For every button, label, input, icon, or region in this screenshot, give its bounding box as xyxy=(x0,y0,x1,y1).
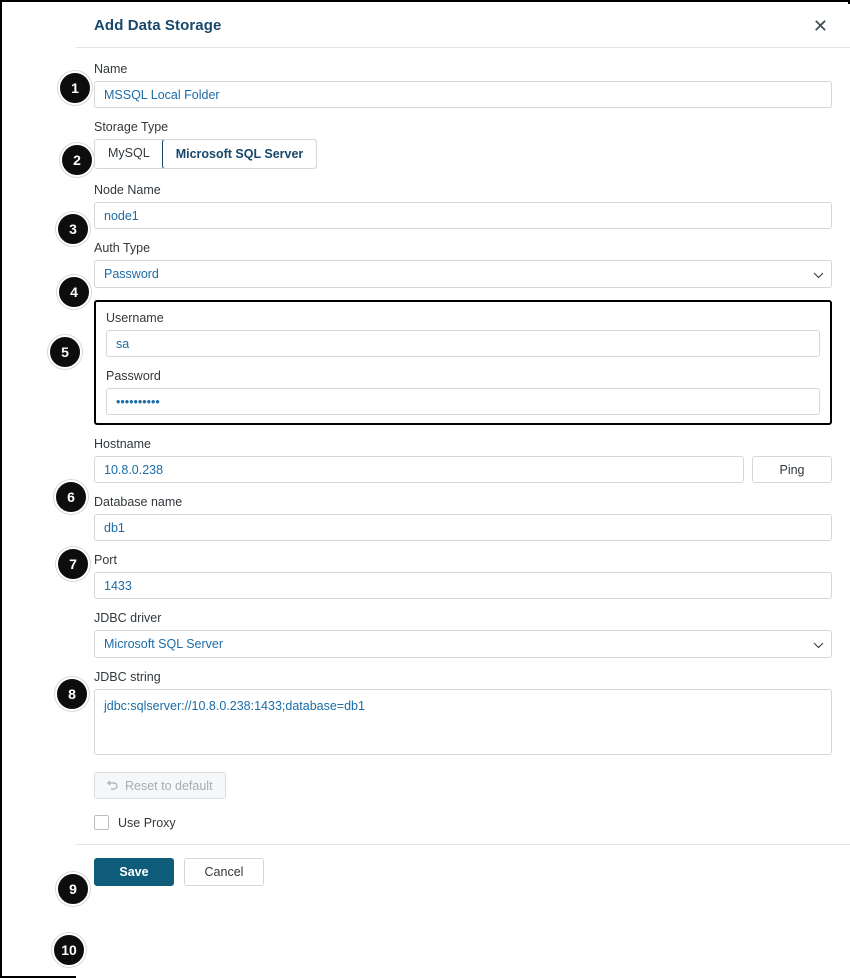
port-input[interactable] xyxy=(94,572,832,599)
chevron-down-icon xyxy=(813,640,822,649)
jdbc-string-textarea[interactable] xyxy=(94,689,832,755)
jdbc-driver-select[interactable] xyxy=(94,630,832,658)
auth-type-select[interactable] xyxy=(94,260,832,288)
node-name-label: Node Name xyxy=(94,183,161,197)
node-name-field-group xyxy=(94,183,832,229)
jdbc-driver-field-group xyxy=(94,611,832,658)
callout-badge-7: 7 xyxy=(56,547,90,581)
jdbc-string-label: JDBC string xyxy=(94,670,161,684)
jdbc-driver-value: Microsoft SQL Server xyxy=(104,637,224,651)
jdbc-string-field-group xyxy=(94,670,832,760)
database-name-field-group xyxy=(94,495,832,541)
reset-to-default-button[interactable] xyxy=(94,772,226,799)
storage-type-field-group xyxy=(94,120,832,169)
callout-badge-4: 4 xyxy=(57,275,91,309)
save-button[interactable]: Save xyxy=(94,858,174,886)
database-name-input[interactable] xyxy=(94,514,832,541)
use-proxy-label: Use Proxy xyxy=(118,815,176,830)
callout-badge-8: 8 xyxy=(55,677,89,711)
dialog-form xyxy=(76,48,850,830)
auth-type-value: Password xyxy=(104,267,159,281)
callout-badge-10: 10 xyxy=(52,933,86,967)
name-input[interactable] xyxy=(94,81,832,108)
password-label: Password xyxy=(106,369,161,383)
name-field-group xyxy=(94,62,832,108)
use-proxy-checkbox[interactable] xyxy=(94,815,109,830)
storage-type-option-mysql[interactable]: MySQL xyxy=(95,140,163,168)
port-label: Port xyxy=(94,553,117,567)
password-input[interactable] xyxy=(106,388,820,415)
undo-icon xyxy=(107,778,119,793)
callout-badge-6: 6 xyxy=(54,480,88,514)
password-field-group xyxy=(106,369,820,415)
dialog-header xyxy=(76,4,850,48)
storage-type-option-mssql[interactable]: Microsoft SQL Server xyxy=(162,139,318,169)
hostname-row xyxy=(94,456,832,483)
cancel-button[interactable]: Cancel xyxy=(184,858,264,886)
node-name-input[interactable] xyxy=(94,202,832,229)
hostname-field-group xyxy=(94,437,832,483)
callout-badge-2: 2 xyxy=(60,143,94,177)
callout-badge-3: 3 xyxy=(56,212,90,246)
database-name-label: Database name xyxy=(94,495,183,509)
port-field-group xyxy=(94,553,832,599)
username-label: Username xyxy=(106,311,164,325)
close-icon[interactable]: ✕ xyxy=(812,15,828,36)
storage-type-toggle[interactable] xyxy=(94,139,317,169)
add-data-storage-dialog xyxy=(76,4,850,978)
use-proxy-row xyxy=(94,815,832,830)
username-field-group xyxy=(106,311,820,357)
callout-badge-9: 9 xyxy=(56,872,90,906)
dialog-footer xyxy=(76,844,850,899)
callout-badge-1: 1 xyxy=(58,71,92,105)
username-input[interactable] xyxy=(106,330,820,357)
callout-badge-5: 5 xyxy=(48,335,82,369)
page-title: Add Data Storage xyxy=(94,17,222,34)
jdbc-driver-label: JDBC driver xyxy=(94,611,162,625)
reset-to-default-row xyxy=(94,772,832,799)
name-label: Name xyxy=(94,62,128,76)
credentials-group xyxy=(94,300,832,425)
auth-type-field-group xyxy=(94,241,832,288)
ping-button[interactable]: Ping xyxy=(752,456,832,483)
storage-type-label: Storage Type xyxy=(94,120,169,134)
chevron-down-icon xyxy=(813,270,822,279)
hostname-input[interactable] xyxy=(94,456,744,483)
reset-to-default-label: Reset to default xyxy=(125,778,213,793)
hostname-label: Hostname xyxy=(94,437,151,451)
auth-type-label: Auth Type xyxy=(94,241,151,255)
